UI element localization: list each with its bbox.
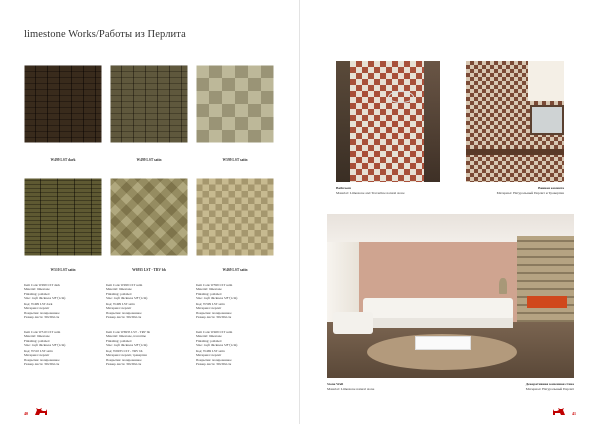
caption-bathroom-ru bbox=[497, 186, 564, 195]
spec-line: Finishing: polished bbox=[196, 291, 222, 296]
spec-line: Item Code W469 LST satin bbox=[196, 330, 233, 334]
spec-line: Материал: перлит bbox=[24, 353, 50, 358]
cat-logo-icon bbox=[34, 407, 48, 416]
spec-line: Размер листа: 30х30х1см bbox=[106, 362, 142, 367]
spec-line: Finishing: polished bbox=[24, 291, 50, 296]
caption-bathroom-en bbox=[336, 186, 405, 195]
spec-line: Код: W499 LST satin bbox=[106, 302, 135, 307]
living-room-photo bbox=[327, 214, 574, 378]
spec-line: Материал: перлит, травертин bbox=[106, 353, 147, 358]
spec-line: Покрытие: полированное bbox=[106, 357, 142, 362]
spec-line: Size: 1sqft thickness 5/8"(1cm) bbox=[196, 295, 238, 300]
spec-line: Код: W6935 LST - TRV bh bbox=[106, 349, 143, 354]
tile-caption: W510 LST satin bbox=[50, 268, 76, 272]
spec-line: Размер листа: 30х30х1см bbox=[106, 315, 142, 320]
spec-line: Код: W599 LST satin bbox=[196, 302, 225, 307]
spec-line: Код: W510 LST satin bbox=[24, 349, 53, 354]
spec-line: Size: 1sqft thickness 5/8"(1cm) bbox=[24, 342, 66, 347]
tile-caption: W469 LST satin bbox=[222, 268, 248, 272]
right-page bbox=[300, 0, 600, 424]
spec-line: Код: W469 LST satin bbox=[196, 349, 225, 354]
cat-logo-icon bbox=[552, 407, 566, 416]
spec-line: Материал: перлит bbox=[196, 306, 222, 311]
caption-line: Декоративная каменная стена bbox=[525, 382, 574, 386]
bathroom-photo-1 bbox=[336, 61, 440, 182]
spec-block-w599-satin bbox=[196, 283, 278, 319]
spec-line: Item Code W510 LST satin bbox=[24, 330, 61, 334]
spec-line: Материал: перлит bbox=[24, 306, 50, 311]
caption-line: Материал: Натуральный Перлит bbox=[525, 386, 574, 391]
spec-line: Item Code W499 LST satin bbox=[106, 283, 143, 287]
spec-line: Size: 1sqft thickness 5/8"(1cm) bbox=[24, 295, 66, 300]
spec-line: Размер листа: 30х30х1см bbox=[196, 362, 232, 367]
spec-line: Item Code W599 LST satin bbox=[196, 283, 233, 287]
spec-line: Material: limestone bbox=[106, 287, 132, 292]
spec-block-w499-satin bbox=[106, 283, 188, 319]
tile-image-w510-satin bbox=[24, 178, 102, 256]
caption-line: Ванная комната bbox=[538, 186, 564, 190]
spec-line: Material: limestone bbox=[24, 334, 50, 339]
spec-line: Материал: перлит bbox=[106, 306, 132, 311]
tile-image-w599-satin bbox=[196, 65, 274, 143]
spec-line: Item Code W6935 LST - TRV bh bbox=[106, 330, 150, 334]
tile-caption: W6935 LST - TRV bh bbox=[132, 268, 166, 272]
spec-block-w499-dark bbox=[24, 283, 106, 319]
caption-line: Material: Limestone natural stone bbox=[327, 386, 375, 391]
spec-line: Size: 1sqft thickness 5/8"(1cm) bbox=[106, 295, 148, 300]
caption-line: Материал: Натуральный Перлит и Травертин bbox=[496, 190, 564, 195]
spec-block-w6935-trv bbox=[106, 330, 188, 366]
spec-line: Finishing: polished bbox=[24, 338, 50, 343]
spec-line: Покрытие: полированное bbox=[24, 357, 60, 362]
spec-line: Покрытие: полированное bbox=[196, 310, 232, 315]
spec-line: Материал: перлит bbox=[196, 353, 222, 358]
tile-image-w469-satin bbox=[196, 178, 274, 256]
spec-block-w469-satin bbox=[196, 330, 278, 366]
tile-caption: W499 LST satin bbox=[136, 158, 162, 162]
spec-line: Size: 1sqft thickness 5/8"(1cm) bbox=[106, 342, 148, 347]
spec-line: Material: limestone, travertine bbox=[106, 334, 147, 339]
spec-line: Item Code W499 LST dark bbox=[24, 283, 60, 287]
spec-line: Размер листа: 30х30х1см bbox=[196, 315, 232, 320]
caption-line: Bathroom bbox=[336, 186, 352, 190]
spec-line: Покрытие: полированное bbox=[196, 357, 232, 362]
bathroom-photo-2 bbox=[466, 61, 564, 182]
caption-line: Stone Wall bbox=[327, 382, 344, 386]
page-number: 41 bbox=[572, 411, 576, 416]
spec-line: Size: 1sqft thickness 5/8"(1cm) bbox=[196, 342, 238, 347]
spec-line: Finishing: polished bbox=[196, 338, 222, 343]
spec-line: Размер листа: 30х30х1см bbox=[24, 362, 60, 367]
page-number: 40 bbox=[24, 411, 28, 416]
tile-caption: W499 LST dark bbox=[50, 158, 76, 162]
spec-line: Material: limestone bbox=[24, 287, 50, 292]
caption-line: Material: Limestone and Travertine natural stone bbox=[336, 190, 405, 195]
spec-line: Покрытие: полированное bbox=[106, 310, 142, 315]
spec-line: Код: W499 LST dark bbox=[24, 302, 53, 307]
spec-line: Finishing: polished bbox=[106, 338, 132, 343]
tile-image-w499-satin bbox=[110, 65, 188, 143]
spec-line: Размер листа: 30х30х1см bbox=[24, 315, 60, 320]
page-title: limestone Works/Работы из Перлита bbox=[24, 29, 186, 40]
tile-caption: W599 LST satin bbox=[222, 158, 248, 162]
caption-stone-wall-ru bbox=[526, 382, 574, 391]
spec-line: Material: limestone bbox=[196, 287, 222, 292]
tile-image-w6935-trv bbox=[110, 178, 188, 256]
spec-line: Finishing: polished bbox=[106, 291, 132, 296]
spec-line: Material: limestone bbox=[196, 334, 222, 339]
spec-line: Покрытие: полированное bbox=[24, 310, 60, 315]
tile-image-w499-dark bbox=[24, 65, 102, 143]
caption-stone-wall-en bbox=[327, 382, 374, 391]
spec-block-w510-satin bbox=[24, 330, 106, 366]
